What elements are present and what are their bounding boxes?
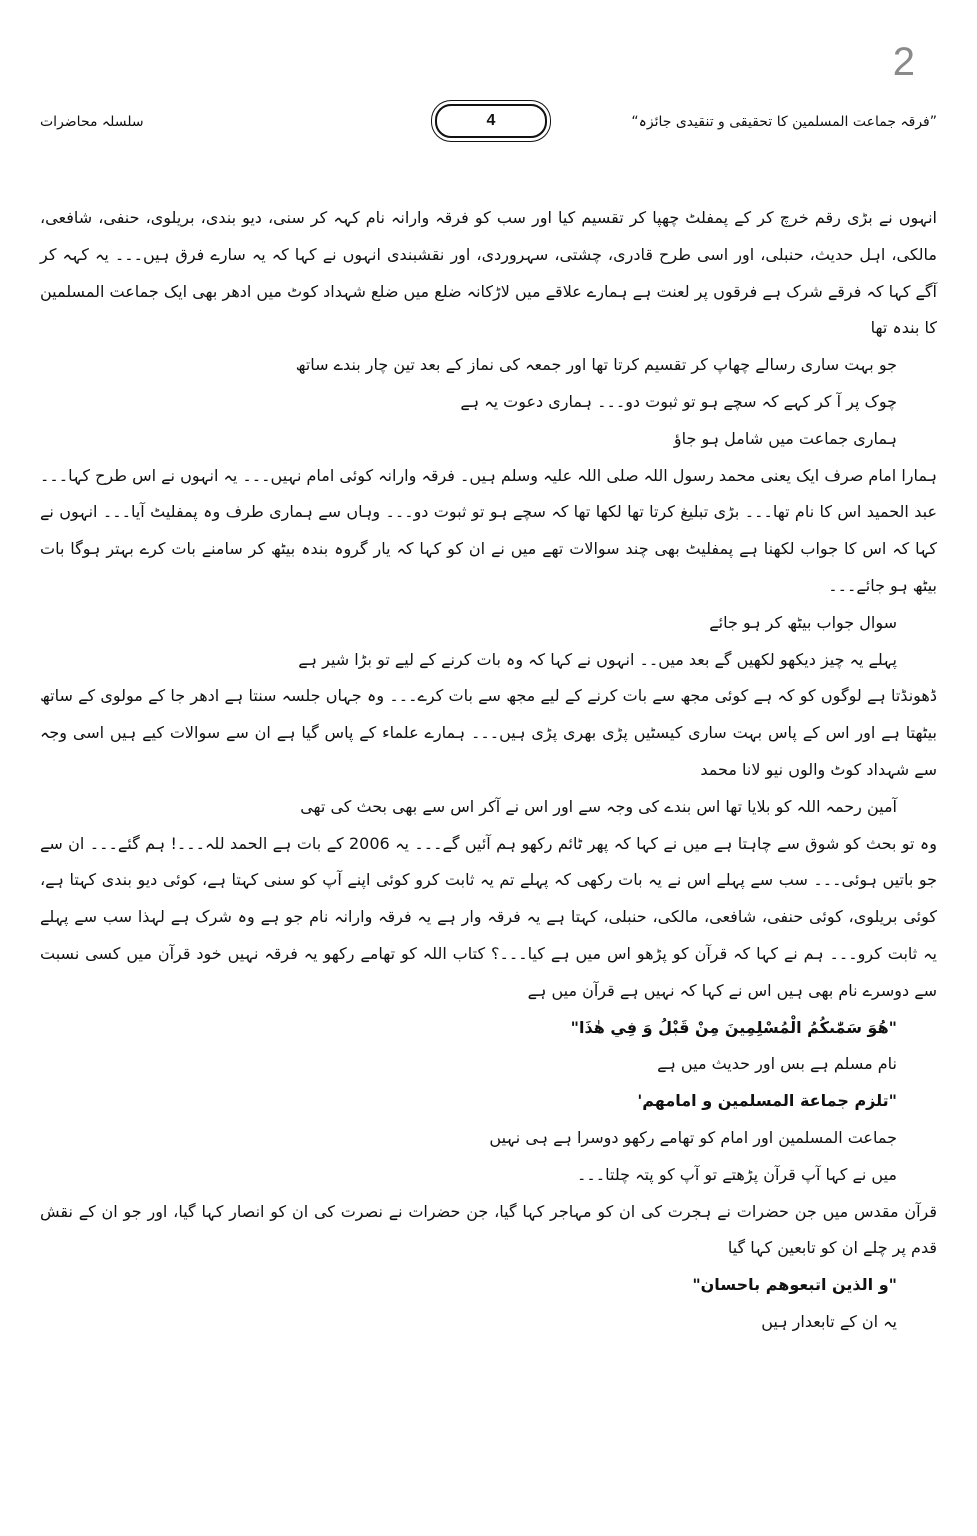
body-paragraph: چوک پر آ کر کہے کہ سچے ہو تو ثبوت دو۔۔۔ ہماری دعوت یہ ہے: [460, 391, 897, 411]
body-paragraph: جماعت المسلمین اور امام کو تھامے رکھو دوسرا ہے ہی نہیں: [489, 1127, 897, 1147]
body-paragraph: پہلے یہ چیز دیکھو لکھیں گے بعد میں۔۔ انہوں نے کہا کہ وہ بات کرنے کے لیے تو بڑا شیر ہے: [298, 649, 897, 669]
page-number-badge: 4: [435, 104, 547, 138]
page-body: [40, 200, 937, 1341]
body-paragraph: نام مسلم ہے بس اور حدیث میں ہے: [657, 1054, 897, 1074]
arabic-quote: "هُوَ سَمّٰىكُمُ الْمُسْلِمِينَ مِنْ قَبْلُ وَ فِي هٰذَا": [570, 1017, 897, 1037]
arabic-quote: "و الذين اتبعوهم باحسان": [692, 1275, 897, 1295]
body-paragraph: ہمارا امام صرف ایک یعنی محمد رسول اللہ صلی اللہ علیہ وسلم ہیں۔ فرقہ وارانہ کوئی امام نہیں۔۔۔ یہ انہوں نے اس طرح کہا۔۔۔ عبد الحمید اس کا نام تھا۔۔۔ بڑی تبلیغ کرتا تھا لکھا تھا کہ سچے ہو تو ثبوت دو۔۔۔ وہاں سے ہماری طرف وہ پمفلیٹ آیا۔۔۔ انہوں نے کہا کہ اس کا جواب لکھنا ہے پمفلیٹ بھی چند سوالات تھے میں نے ان کو کہا کہ یار گروہ بندہ بیٹھ کر سامنے بات کرے بہتر ہوگا بات بیٹھ ہو جائے۔۔۔: [40, 465, 938, 595]
arabic-quote: "تلزم جماعة المسلمين و امامهم': [637, 1091, 897, 1111]
corner-page-number: 2: [892, 40, 915, 84]
body-paragraph: انہوں نے بڑی رقم خرچ کر کے پمفلٹ چھپا کر تقسیم کیا اور سب کو فرقہ وارانہ نام کہہ کر سنی، دیو بندی، بریلوی، حنفی، شافعی، مالکی، اہل حدیث، حنبلی، اور اسی طرح قادری، چشتی، سہروردی، اور نقشبندی انہوں نے کہا کہ یہ سارے فرق ہیں۔۔۔ یہ کہہ کر آگے کہا کہ فرقے شرک ہے فرقوں پر لعنت ہے ہمارے علاقے میں لاڑکانہ ضلع میں ضلع شہداد کوٹ میں ادھر بھی ایک جماعت المسلمین کا بندہ تھا: [40, 208, 937, 338]
page-header: [40, 104, 937, 144]
body-paragraph: آمین رحمہ اللہ کو بلایا تھا اس بندے کی وجہ سے اور اس نے آکر اس سے بھی بحث کی تھی: [300, 796, 897, 816]
book-title: ”فرقہ جماعت المسلمین کا تحقیقی و تنقیدی جائزہ“: [631, 114, 937, 130]
body-paragraph: جو بہت ساری رسالے چھاپ کر تقسیم کرتا تھا اور جمعہ کی نماز کے بعد تین چار بندے ساتھ: [295, 355, 897, 375]
body-paragraph: ہماری جماعت میں شامل ہو جاؤ: [673, 428, 897, 448]
body-paragraph: یہ ان کے تابعدار ہیں: [761, 1311, 897, 1331]
body-paragraph: وہ تو بحث کو شوق سے چاہتا ہے میں نے کہا کہ پھر ٹائم رکھو ہم آئیں گے۔۔۔ یہ 2006 کے بات ہے الحمد للہ۔۔۔! ہم گئے۔۔۔ ان سے جو باتیں ہوئی۔۔۔ سب سے پہلے اس نے یہ بات رکھی کہ پہلے تم یہ ثابت کرو کوئی اپنے آپ کو سنی کہتا ہے، کوئی دیو بندی کہتا ہے، کوئی بریلوی، کوئی حنفی، شافعی، مالکی، حنبلی، کہتا ہے یہ فرقہ وار ہے یہ فرقہ وارانہ نام جو ہے وہ شرک ہے لہذا سب سے پہلے یہ ثابت کرو۔۔۔ ہم نے کہا کہ قرآن کو پڑھو اس میں ہے کیا۔۔۔؟ کتاب اللہ کو تھامے رکھو یہ فرقہ نہیں خود قرآن میں کسی نسبت سے دوسرے نام بھی ہیں اس نے کہا کہ نہیں ہے قرآن میں ہے: [40, 833, 938, 1000]
body-paragraph: ڈھونڈتا ہے لوگوں کو کہ ہے کوئی مجھ سے بات کرنے کے لیے مجھ سے بات کرے۔۔۔ وہ جہاں جلسہ سنتا ہے ادھر جا کے مولوی کے ساتھ بیٹھتا ہے اور اس کے پاس بہت ساری کیسٹیں پڑی بھری پڑی ہیں۔۔۔ ہمارے علماء کے پاس گیا ہے ان سے سوالات کیے ہیں اسی وجہ سے شہداد کوٹ والوں نیو لانا محمد: [40, 686, 937, 779]
body-paragraph: قرآن مقدس میں جن حضرات نے ہجرت کی ان کو مہاجر کہا گیا، جن حضرات نے نصرت کی ان کو انصار کہا گیا، اور جو ان کے نقش قدم پر چلے ان کو تابعین کہا گیا: [40, 1201, 937, 1258]
body-paragraph: سوال جواب بیٹھ کر ہو جائے: [709, 612, 897, 632]
body-paragraph: میں نے کہا آپ قرآن پڑھتے تو آپ کو پتہ چلتا۔۔۔: [576, 1164, 897, 1184]
series-title: سلسلہ محاضرات: [40, 114, 144, 130]
